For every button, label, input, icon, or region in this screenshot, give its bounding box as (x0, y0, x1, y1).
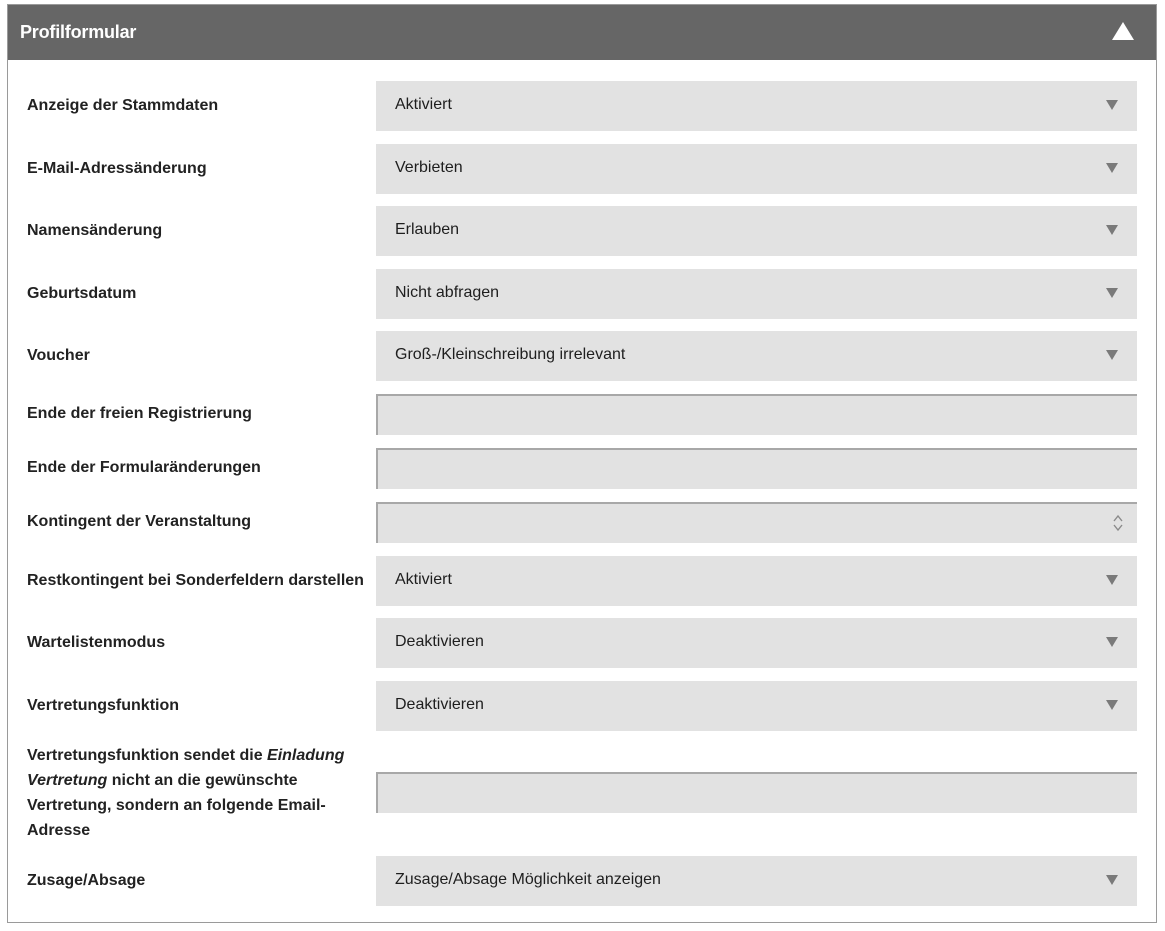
form-change-end-input[interactable] (376, 448, 1137, 489)
rest-contingent-select[interactable] (376, 556, 1137, 606)
email-change-value: Verbieten (395, 159, 463, 176)
reg-end-label: Ende der freien Registrierung (27, 405, 252, 422)
rsvp-value: Zusage/Absage Möglichkeit anzeigen (395, 871, 661, 888)
birthdate-label: Geburtsdatum (27, 285, 137, 302)
name-change-label: Namensänderung (27, 222, 163, 239)
panel-title: Profilformular (20, 22, 137, 42)
caret-down-icon (1106, 350, 1118, 360)
proxy-select[interactable] (376, 681, 1137, 731)
voucher-select[interactable] (376, 331, 1137, 381)
caret-down-icon (1106, 163, 1118, 173)
waitlist-label: Wartelistenmodus (27, 634, 166, 651)
panel-header[interactable] (8, 5, 1156, 60)
voucher-value: Groß-/Kleinschreibung irrelevant (395, 346, 626, 363)
contingent-number-input[interactable] (376, 502, 1137, 543)
form-change-end-label: Ende der Formularänderungen (27, 459, 261, 476)
email-change-label: E-Mail-Adressänderung (27, 160, 207, 177)
caret-down-icon (1106, 637, 1118, 647)
birthdate-value: Nicht abfragen (395, 284, 500, 301)
reg-end-input[interactable] (376, 394, 1137, 435)
waitlist-select[interactable] (376, 618, 1137, 668)
proxy-email-label-part1: Vertretungsfunktion sendet die (27, 747, 268, 764)
caret-down-icon (1106, 575, 1118, 585)
triangle-up-icon[interactable] (1110, 20, 1136, 44)
name-change-value: Erlauben (395, 221, 460, 238)
rsvp-label: Zusage/Absage (27, 872, 146, 889)
rsvp-select[interactable] (376, 856, 1137, 906)
stammdaten-label: Anzeige der Stammdaten (27, 97, 219, 114)
stammdaten-select[interactable] (376, 81, 1137, 131)
stammdaten-value: Aktiviert (395, 96, 452, 113)
waitlist-value: Deaktivieren (395, 633, 484, 650)
profile-form-panel (7, 4, 1157, 923)
contingent-label: Kontingent der Veranstaltung (27, 513, 252, 530)
proxy-value: Deaktivieren (395, 696, 484, 713)
email-change-select[interactable] (376, 144, 1137, 194)
voucher-label: Voucher (27, 347, 90, 364)
name-change-select[interactable] (376, 206, 1137, 256)
caret-down-icon (1106, 100, 1118, 110)
rest-contingent-value: Aktiviert (395, 571, 452, 588)
caret-down-icon (1106, 288, 1118, 298)
caret-down-icon (1106, 225, 1118, 235)
proxy-email-input[interactable] (376, 772, 1137, 813)
proxy-email-label (27, 743, 347, 843)
caret-down-icon (1106, 700, 1118, 710)
proxy-label: Vertretungsfunktion (27, 697, 180, 714)
birthdate-select[interactable] (376, 269, 1137, 319)
spinner-arrows-icon[interactable] (1113, 514, 1123, 532)
caret-down-icon (1106, 875, 1118, 885)
proxy-email-label-emphasis: Einladung Vertretung (27, 747, 345, 789)
rest-contingent-label: Restkontingent bei Sonderfeldern darstellen (27, 572, 364, 589)
proxy-email-label-part2: nicht an die gewünschte Vertretung, sondern an folgende Email-Adresse (27, 772, 326, 839)
